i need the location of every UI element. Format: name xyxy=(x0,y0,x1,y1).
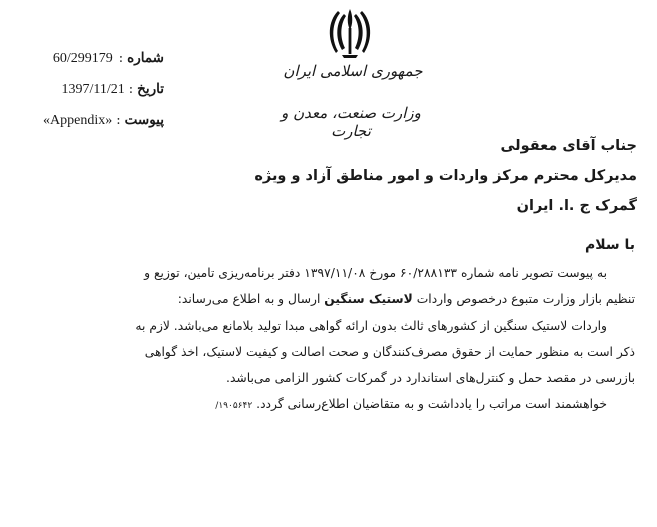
country-name: جمهوری اسلامی ایران xyxy=(283,62,423,80)
body-line-5: بازرسی در مقصد حمل و کنترل‌های استاندارد در گمرکات کشور الزامی می‌باشد. xyxy=(226,371,635,385)
attachment-value: «Appendix» xyxy=(43,113,113,128)
attachment-row: پیوست : «Appendix» xyxy=(43,112,164,128)
letter-meta xyxy=(14,50,164,143)
body-line-2: تنظیم بازار وزارت متبوع درخصوص واردات لاستیک سنگین ارسال و به اطلاع می‌رساند: xyxy=(177,292,635,306)
body-line-3: واردات لاستیک سنگین از کشورهای ثالث بدون ارائه گواهی مبدا تولید بلامانع می‌باشد. لازم به xyxy=(135,319,607,333)
iran-emblem-icon xyxy=(325,6,375,62)
body-line-4: ذکر است به منظور حمایت از حقوق مصرف‌کنندگان و صحت اصالت و کیفیت لاستیک، اخذ گواهی xyxy=(144,345,635,359)
body-line-1: به پیوست تصویر نامه شماره ۶۰/۲۸۸۱۳۳ مورخ ۱۳۹۷/۱۱/۰۸ دفتر برنامه‌ریزی تامین، توزیع و xyxy=(144,266,607,280)
addressee-organization: گمرک ج .ا. ایران xyxy=(516,198,637,214)
reference-code: ۱۹۰۵۶۴۲/ xyxy=(215,401,253,411)
date-label: تاریخ xyxy=(137,81,164,97)
number-label: شماره xyxy=(127,50,164,66)
addressee-title: مدیرکل محترم مرکز واردات و امور مناطق آزاد و ویژه xyxy=(254,168,637,184)
date-row: تاریخ : 1397/11/21 xyxy=(61,81,164,97)
tire-product-name: لاستیک سنگین xyxy=(324,292,413,306)
salutation: با سلام xyxy=(584,237,635,253)
ministry-name: وزارت صنعت، معدن و تجارت xyxy=(281,104,421,140)
body-line-6: خواهشمند است مراتب را یادداشت و به متقاضیان اطلاع‌رسانی گردد.۱۹۰۵۶۴۲/ xyxy=(215,397,607,411)
number-value: 60/299179 xyxy=(52,51,113,66)
attachment-label: پیوست xyxy=(124,112,164,128)
addressee-name: جناب آقای معقولی xyxy=(500,138,637,154)
number-row: شماره : 60/299179 xyxy=(52,50,164,66)
date-value: 1397/11/21 xyxy=(61,82,125,97)
